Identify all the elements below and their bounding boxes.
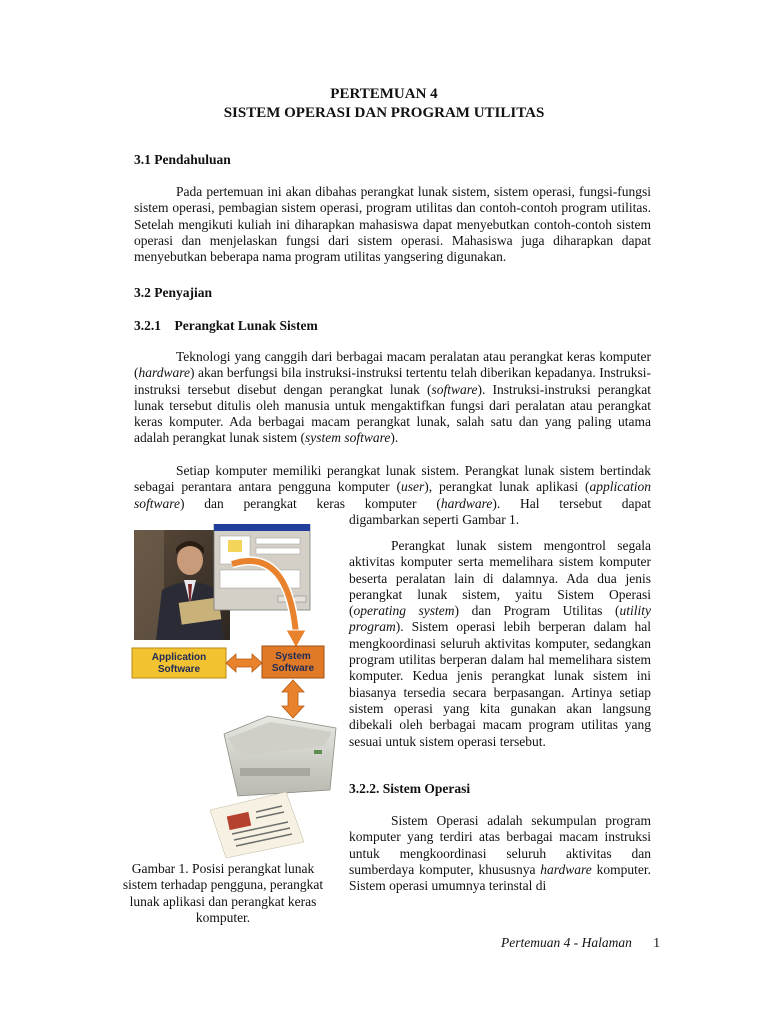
heading-penyajian: 3.2 Penyajian — [134, 285, 213, 300]
paragraph-setiap-komputer-end: digambarkan seperti Gambar 1. — [349, 512, 520, 527]
heading-perangkat-lunak-sistem: 3.2.1 Perangkat Lunak Sistem — [134, 318, 318, 333]
application-software-label-2: Software — [157, 664, 201, 675]
system-software-label-1: System — [275, 651, 311, 662]
page-footer — [501, 935, 660, 951]
heading-sistem-operasi: 3.2.2. Sistem Operasi — [349, 781, 471, 796]
paragraph-perangkat-lunak-mengontrol: Perangkat lunak sistem mengontrol segala aktivitas komputer serta memelihara sistem komputer beserta peralatan lain di dalamnya. Ada dua jenis perangkat lunak sistem, yaitu Sistem Operasi (operating system) dan Program Utilitas (utility program). Sistem operasi lebih berperan dalam hal mengkoordinasi seluruh aktivitas komputer, sedangkan program utilitas berperan dalam hal memelihara sistem komputer. Kedua jenis perangkat lunak sistem ini biasanya tersedia secara berpasangan. Artinya setiap sistem operasi yang kita gunakan akan langsung dibekali oleh berbagai macam program utilitas yang sesuai untuk sistem operasi tersebut. — [349, 538, 651, 749]
page-title-line-1: PERTEMUAN 4 — [330, 86, 438, 102]
paragraph-setiap-komputer: Setiap komputer memiliki perangkat lunak sistem. Perangkat lunak sistem bertindak sebagai perantara antara pengguna komputer (user), perangkat lunak aplikasi (application software) dan perangkat keras komputer (hardware). Hal tersebut dapat — [134, 463, 651, 511]
system-software-label-2: Software — [271, 663, 315, 674]
page-title-line-2: SISTEM OPERASI DAN PROGRAM UTILITAS — [223, 105, 545, 121]
double-arrow-vertical — [282, 680, 304, 718]
printer-image — [210, 716, 336, 858]
paragraph-pendahuluan: Pada pertemuan ini akan dibahas perangkat lunak sistem, sistem operasi, fungsi-fungsi sistem operasi, pembagian sistem operasi, program utilitas dan contoh-contoh program utilitas. Setelah mengikuti kuliah ini diharapkan mahasiswa dapat menyebutkan contoh-contoh sistem operasi dan menjelaskan fungsi dari sistem operasi. Mahasiswa juga diharapkan dapat menyebutkan beberapa nama program utilitas yangsering digunakan. — [134, 184, 651, 265]
figure-1-caption: Gambar 1. Posisi perangkat lunak sistem terhadap pengguna, perangkat lunak aplikasi dan perangkat keras komputer. — [122, 861, 324, 925]
page-number: 1 — [653, 935, 660, 950]
footer-label: Pertemuan 4 - Halaman — [501, 935, 632, 950]
curved-arrow-head — [286, 630, 306, 648]
system-software-box — [262, 646, 324, 678]
figure-1-diagram — [128, 524, 338, 858]
application-software-box — [132, 648, 226, 678]
paragraph-sistem-operasi: Sistem Operasi adalah sekumpulan program komputer yang terdiri atas berbagai macam instruksi untuk mengkoordinasi seluruh aktivitas dan sumberdaya komputer, khususnya hardware komputer. Sistem operasi umumnya terinstal di — [349, 813, 651, 894]
application-software-label-1: Application — [151, 652, 207, 663]
paragraph-teknologi: Teknologi yang canggih dari berbagai macam peralatan atau perangkat keras komputer (hardware) akan berfungsi bila instruksi-instruksi tertentu telah diberikan kepadanya. Instruksi-instruksi tersebut disebut dengan perangkat lunak (software). Instruksi-instruksi perangkat lunak tersebut ditulis oleh manusia untuk mengaktifkan fungsi dari peralatan atau perangkat keras komputer. Ada berbagai macam perangkat lunak, salah satu dan yang paling utama adalah perangkat lunak sistem (system software). — [134, 349, 652, 446]
double-arrow-horizontal — [226, 654, 262, 672]
heading-pendahuluan: 3.1 Pendahuluan — [134, 152, 231, 167]
